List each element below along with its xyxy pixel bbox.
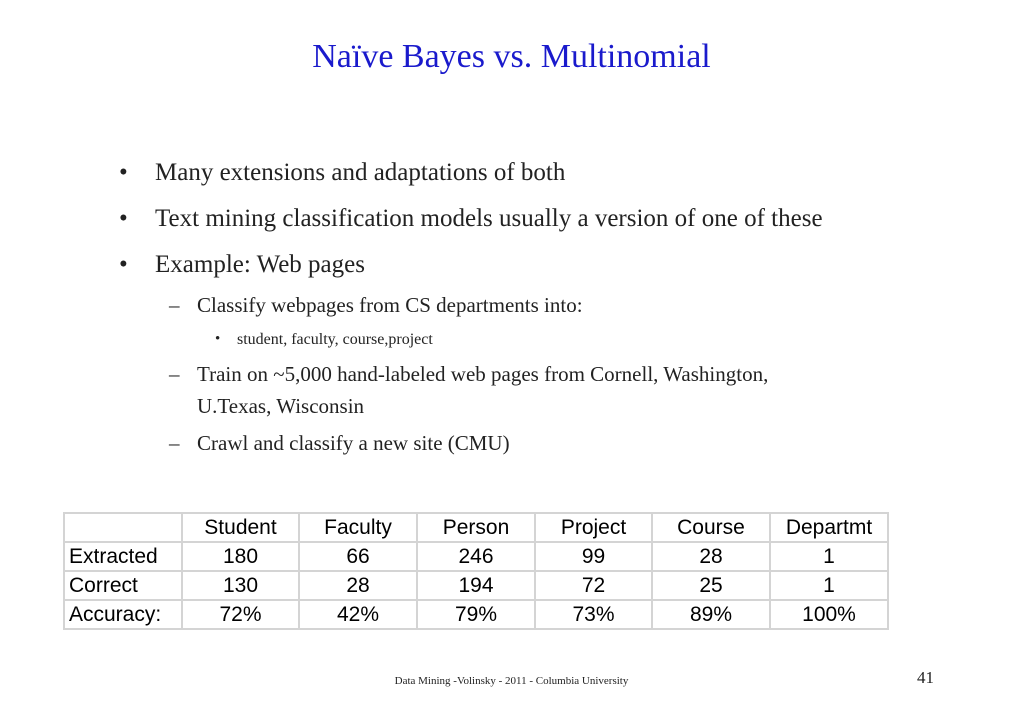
column-header: Person (417, 513, 535, 542)
table-cell: 180 (182, 542, 299, 571)
table-header-row (64, 513, 888, 542)
column-header: Faculty (299, 513, 417, 542)
sub-bullet-text: U.Texas, Wisconsin (197, 394, 365, 418)
table-cell: 25 (652, 571, 770, 600)
bullet-item (119, 250, 365, 280)
table-row (64, 571, 888, 600)
table-cell: 42% (299, 600, 417, 629)
sub-sub-bullet-text: student, faculty, course,project (237, 331, 433, 348)
table-cell: 130 (182, 571, 299, 600)
table-cell: 66 (299, 542, 417, 571)
row-header: Correct (64, 571, 182, 600)
bullet-item (119, 158, 566, 188)
table-cell: 28 (299, 571, 417, 600)
row-header: Accuracy: (64, 600, 182, 629)
sub-bullet-text: Crawl and classify a new site (CMU) (197, 431, 510, 455)
table-cell: 1 (770, 542, 888, 571)
column-header: Project (535, 513, 652, 542)
bullet-marker: • (215, 331, 221, 347)
dash-marker: – (169, 362, 180, 386)
table-cell: 73% (535, 600, 652, 629)
table-cell: 89% (652, 600, 770, 629)
slide-footer: Data Mining -Volinsky - 2011 - Columbia University (394, 675, 629, 687)
row-header: Extracted (64, 542, 182, 571)
bullet-marker: • (119, 251, 128, 278)
table-row (64, 542, 888, 571)
sub-bullet-continuation (197, 391, 364, 421)
sub-sub-bullet-item (215, 329, 433, 351)
column-header: Departmt (770, 513, 888, 542)
sub-bullet-text: Classify webpages from CS departments into: (197, 293, 583, 317)
table-cell: 99 (535, 542, 652, 571)
sub-bullet-item (169, 290, 583, 320)
bullet-item (119, 204, 823, 234)
sub-bullet-item (169, 359, 769, 389)
table-cell: 194 (417, 571, 535, 600)
bullet-marker: • (119, 205, 128, 232)
column-header: Course (652, 513, 770, 542)
table-cell: 79% (417, 600, 535, 629)
page-number: 41 (917, 668, 934, 687)
sub-bullet-item (169, 428, 510, 458)
bullet-marker: • (119, 159, 128, 186)
table-row (64, 600, 888, 629)
bullet-text: Text mining classification models usually a version of one of these (155, 205, 823, 232)
sub-bullet-text: Train on ~5,000 hand-labeled web pages from Cornell, Washington, (197, 362, 769, 386)
table-cell: 72 (535, 571, 652, 600)
table-cell: 246 (417, 542, 535, 571)
slide-title: Naïve Bayes vs. Multinomial (312, 38, 711, 75)
dash-marker: – (169, 293, 180, 317)
table-corner-cell (64, 513, 182, 542)
column-header: Student (182, 513, 299, 542)
bullet-text: Many extensions and adaptations of both (155, 159, 566, 186)
bullet-text: Example: Web pages (155, 251, 365, 278)
table-cell: 1 (770, 571, 888, 600)
table-cell: 28 (652, 542, 770, 571)
results-table (63, 512, 889, 630)
table-cell: 72% (182, 600, 299, 629)
table-cell: 100% (770, 600, 888, 629)
dash-marker: – (169, 431, 180, 455)
